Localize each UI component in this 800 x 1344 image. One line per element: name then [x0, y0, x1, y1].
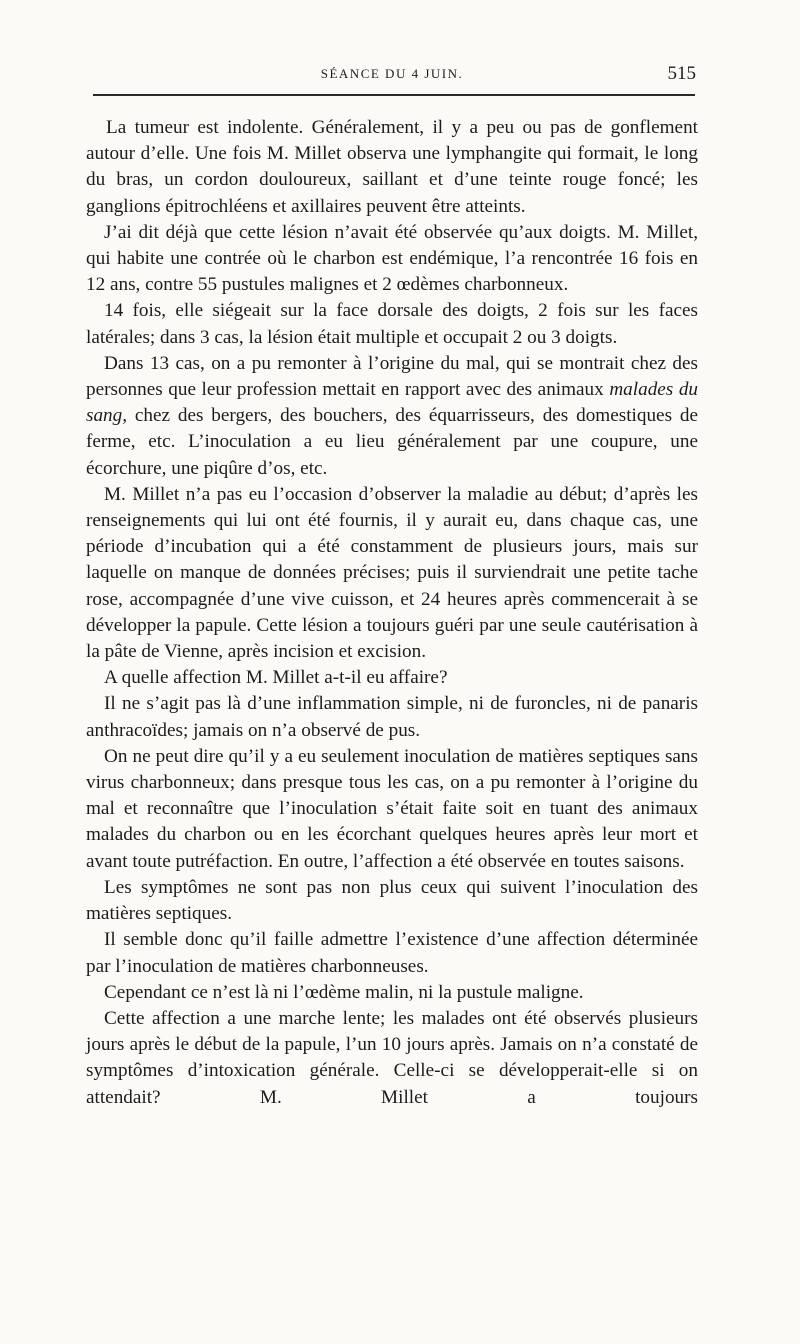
paragraph-localisation: 14 fois, elle siégeait sur la face dorsale des doigts, 2 fois sur les faces latérales; dans 3 cas, la lésion était multiple et occupait 2 ou 3 doigts. [86, 300, 698, 348]
paragraph-question: A quelle affection M. Millet a-t-il eu affaire? [104, 667, 448, 689]
paragraph-symptomes: Les symptômes ne sont pas non plus ceux qui suivent l’inoculation des matières septiques. [86, 876, 698, 925]
header-rule [93, 94, 695, 96]
paragraph-inoculation: On ne peut dire qu’il y a eu seulement inoculation de matières septiques sans virus charbonneux; dans presque tous les cas, on a pu remonter à l’origine du mal et reconnaître que l’inoculation s’était faite soit en tuant des animaux malades du charbon ou en les écorchant quelques heures après leur mort et avant toute putréfaction. En outre, l’affection a été observée en toutes saisons. [86, 745, 698, 872]
paragraph-origine [86, 351, 698, 482]
paragraph-marche-lente: Cette affection a une marche lente; les malades ont été observés plusieurs jours après le début de la papule, l’un 10 jours après. Jamais on n’a constaté de symptômes d’intoxication générale. Celle-ci se développerait-elle si on attendait? M. Millet a toujours [86, 1007, 698, 1108]
paragraph-cependant: Cependant ce n’est là ni l’œdème malin, ni la pustule maligne. [104, 981, 584, 1003]
paragraph-incubation: M. Millet n’a pas eu l’occasion d’observer la maladie au début; d’après les renseignements qui lui ont été fournis, il y aurait eu, dans chaque cas, une période d’incubation qui a été constamment de plusieurs jours, mais sur laquelle on manque de données précises; puis il surviendrait une petite tache rose, accompagnée d’une vive cuisson, et 24 heures après commencerait à se développer la papule. Cette lésion a toujours guéri par une seule cautérisation à la pâte de Vienne, après incision et excision. [86, 483, 698, 663]
paragraph-affection-determinee: Il semble donc qu’il faille admettre l’existence d’une affection déterminée par l’inoculation de matières charbonneuses. [86, 929, 698, 977]
body-text [86, 115, 698, 1111]
italic-malades-du-sang: malades du sang, [86, 379, 699, 427]
paragraph-lesion-doigts: J’ai dit déjà que cette lésion n’avait été observée qu’aux doigts. M. Millet, qui habite une contrée où le charbon est endémique, l’a rencontrée 16 fois en 12 ans, contre 55 pustules malignes et 2 œdèmes charbonneux. [86, 221, 698, 296]
running-head [88, 62, 696, 86]
paragraph-inflammation: Il ne s’agit pas là d’une inflammation simple, ni de furoncles, ni de panaris anthracoïdes; jamais on n’a observé de pus. [86, 693, 698, 741]
page-number: 515 [667, 63, 696, 84]
paragraph-tumeur: La tumeur est indolente. Généralement, il y a peu ou pas de gonflement autour d’elle. Une fois M. Millet observa une lymphangite qui formait, le long du bras, un cordon douloureux, saillant et d’une teinte rouge foncé; les ganglions épitrochléens et axillaires peuvent être atteints. [86, 117, 698, 217]
running-head-title: SÉANCE DU 4 JUIN. [320, 66, 464, 81]
paragraph-origine-text-1: Dans 13 cas, on a pu remonter à l’origine du mal, qui se montrait chez des personnes que leur profession mettait en rapport avec des animaux [86, 352, 698, 401]
paragraph-origine-text-2: chez des bergers, des bouchers, des équarrisseurs, des domestiques de ferme, etc. L’inoculation a eu lieu généralement par une coupure, une écorchure, une piqûre d’os, etc. [86, 405, 698, 479]
